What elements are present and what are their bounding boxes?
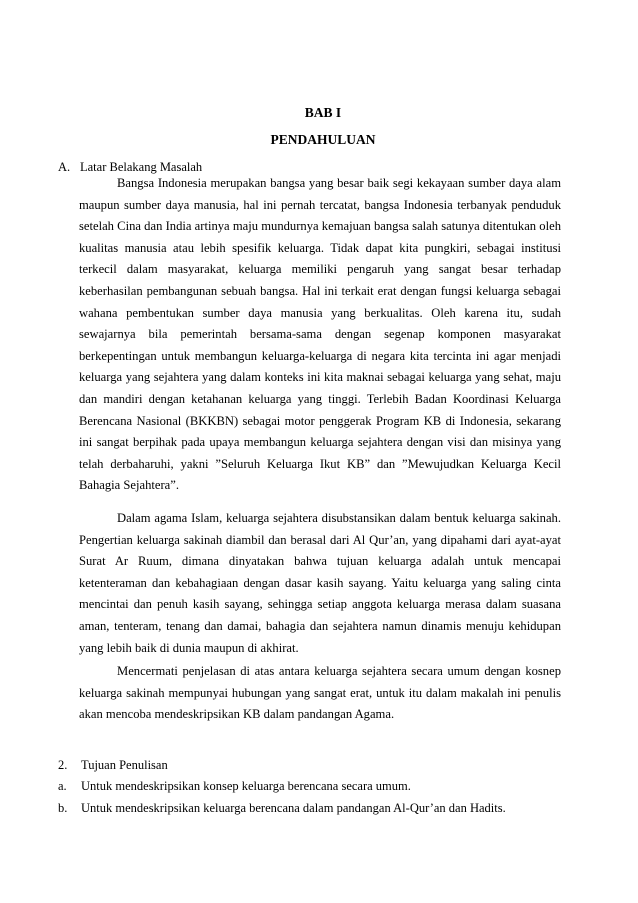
paragraph-3-text: Mencermati penjelasan di atas antara keluarga sejahtera secara umum dengan kosnep keluarga sakinah mempunyai hubungan yang sangat erat, untuk itu dalam makalah ini penulis akan mencoba mendeskripsikan KB dalam pandangan Agama. [79, 664, 561, 722]
paragraph-3 [79, 661, 561, 726]
section-a-title: Latar Belakang Masalah [80, 160, 203, 174]
chapter-title: PENDAHULUAN [270, 132, 376, 147]
goals-heading [58, 758, 168, 773]
paragraph-2-text: Dalam agama Islam, keluarga sejahtera disubstansikan dalam bentuk keluarga sakinah. Pengertian keluarga sakinah diambil dan berasal dari Al Qur’an, yang dipahami dari ayat-ayat Surat Ar Ruum, dimana dinyatakan bahwa tujuan keluarga adalah untuk mencapai ketenteraman dan kebahagiaan dengan dasar kasih sayang. Yaitu keluarga yang saling cinta mencintai dan penuh kasih sayang, sehingga setiap anggota keluarga merasa dalam suasana aman, tenteram, tenang dan damai, bahagia dan sejahtera namun dinamis menuju kehidupan yang lebih baik di dunia maupun di akhirat. [79, 511, 561, 655]
list-item-marker: a. [58, 779, 67, 793]
goals-title: Tujuan Penulisan [81, 758, 168, 772]
section-a-marker: A. [58, 160, 71, 174]
paragraph-1-text: Bangsa Indonesia merupakan bangsa yang besar baik segi kekayaan sumber daya alam maupun sumber daya manusia, hal ini pernah tercatat, bangsa Indonesia terbanyak penduduk setelah Cina dan India artinya maju mundurnya kemajuan bangsa salah satunya ditentukan oleh kualitas manusia atau lebih spesifik keluarga. Tidak dapat kita pungkiri, sebagai institusi terkecil dalam masyarakat, keluarga memiliki pengaruh yang sangat besar terhadap keberhasilan pembangunan sebuah bangsa. Hal ini terkait erat dengan fungsi keluarga sebagai wahana pembentukan sumber daya manusia yang berkualitas. Oleh karena itu, sudah sewajarnya bila pemerintah bersama-sama dengan segenap komponen masyarakat berkepentingan untuk membangun keluarga-keluarga di negara kita tercinta ini agar menjadi keluarga yang sejahtera yang dalam konteks ini kita maknai sebagai keluarga yang sehat, maju dan mandiri dengan ketahanan keluarga yang tinggi. Terlebih Badan Koordinasi Keluarga Berencana Nasional (BKKBN) sebagai motor penggerak Program KB di Indonesia, sekarang ini sangat berpihak pada upaya membangun keluarga sejahtera dengan visi dan misinya yang telah derbaharuhi, yakni ”Seluruh Keluarga Ikut KB” dan ”Mewujudkan Keluarga Kecil Bahagia Sejahtera”. [79, 176, 561, 493]
list-item [58, 779, 411, 794]
list-item-text: Untuk mendeskripsikan konsep keluarga berencana secara umum. [81, 779, 411, 793]
list-item-text: Untuk mendeskripsikan keluarga berencana dalam pandangan Al-Qur’an dan Hadits. [81, 801, 506, 815]
goals-marker: 2. [58, 758, 68, 772]
chapter-number: BAB I [304, 105, 342, 120]
list-item [58, 801, 506, 816]
paragraph-2 [79, 508, 561, 659]
list-item-marker: b. [58, 801, 68, 815]
paragraph-1 [79, 173, 561, 497]
